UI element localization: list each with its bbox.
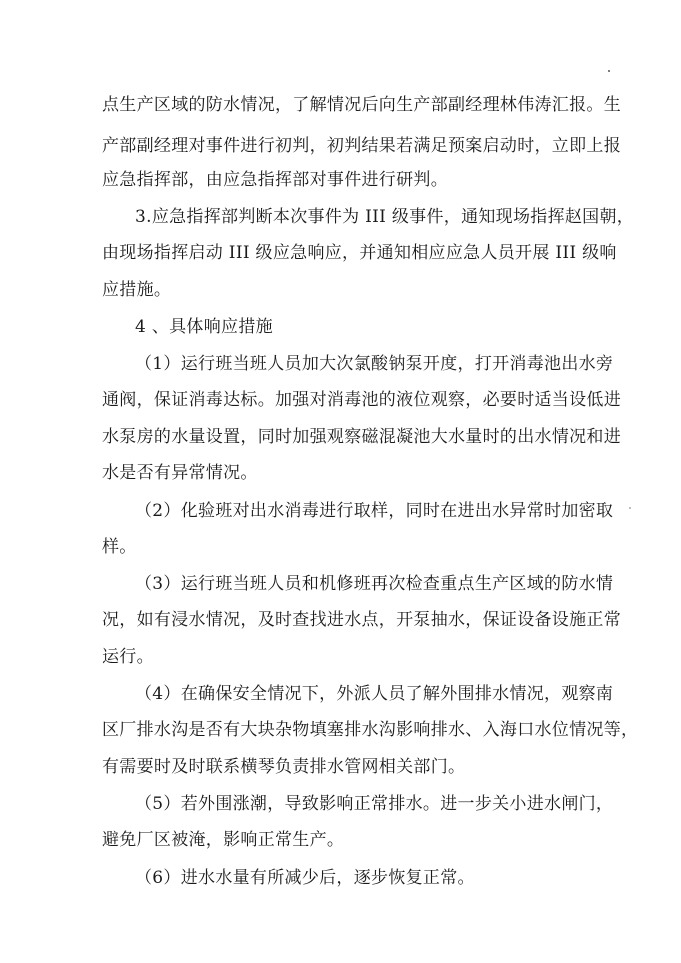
text-line: 样。 [102, 537, 137, 557]
text-line: 况，如有浸水情况，及时查找进水点，开泵抽水，保证设备设施正常 [102, 610, 621, 630]
text-line: （3）运行班当班人员和机修班再次检查重点生产区域的防水情 [135, 574, 614, 594]
text-line: 3.应急指挥部判断本次事件为 III 级事件，通知现场指挥赵国朝， [135, 207, 635, 227]
text-line: 有需要时及时联系横琴负责排水管网相关部门。 [102, 757, 466, 777]
section-heading: 4 、具体响应措施 [135, 317, 273, 337]
text-line: （4）在确保安全情况下，外派人员了解外围排水情况，观察南 [135, 684, 614, 704]
text-line: （5）若外围涨潮，导致影响正常排水。进一步关小进水闸门， [135, 794, 614, 814]
text-line: 点生产区域的防水情况，了解情况后向生产部副经理林伟涛汇报。生 [102, 95, 621, 115]
text-line: 由现场指挥启动 III 级应急响应，并通知相应应急人员开展 III 级响 [102, 243, 617, 263]
text-line: 通阀，保证消毒达标。加强对消毒池的液位观察，必要时适当设低进 [102, 390, 621, 410]
text-line: （6）进水水量有所减少后，逐步恢复正常。 [135, 868, 475, 888]
text-line: （1）运行班当班人员加大次氯酸钠泵开度，打开消毒池出水旁 [135, 354, 614, 374]
text-line: 应措施。 [102, 280, 172, 300]
text-line: （2）化验班对出水消毒进行取样，同时在进出水异常时加密取 [135, 501, 614, 521]
text-line: 水泵房的水量设置，同时加强观察磁混凝池大水量时的出水情况和进 [102, 427, 621, 447]
text-line: 应急指挥部，由应急指挥部对事件进行研判。 [102, 170, 448, 190]
text-line: 运行。 [102, 647, 154, 667]
text-line: 水是否有异常情况。 [102, 463, 258, 483]
scan-speck [629, 507, 631, 509]
text-line: 区厂排水沟是否有大块杂物填塞排水沟影响排水、入海口水位情况等， [102, 720, 639, 740]
scan-speck [608, 70, 610, 72]
text-line: 产部副经理对事件进行初判，初判结果若满足预案启动时，立即上报 [102, 136, 621, 156]
text-line: 避免厂区被淹，影响正常生产。 [102, 830, 345, 850]
